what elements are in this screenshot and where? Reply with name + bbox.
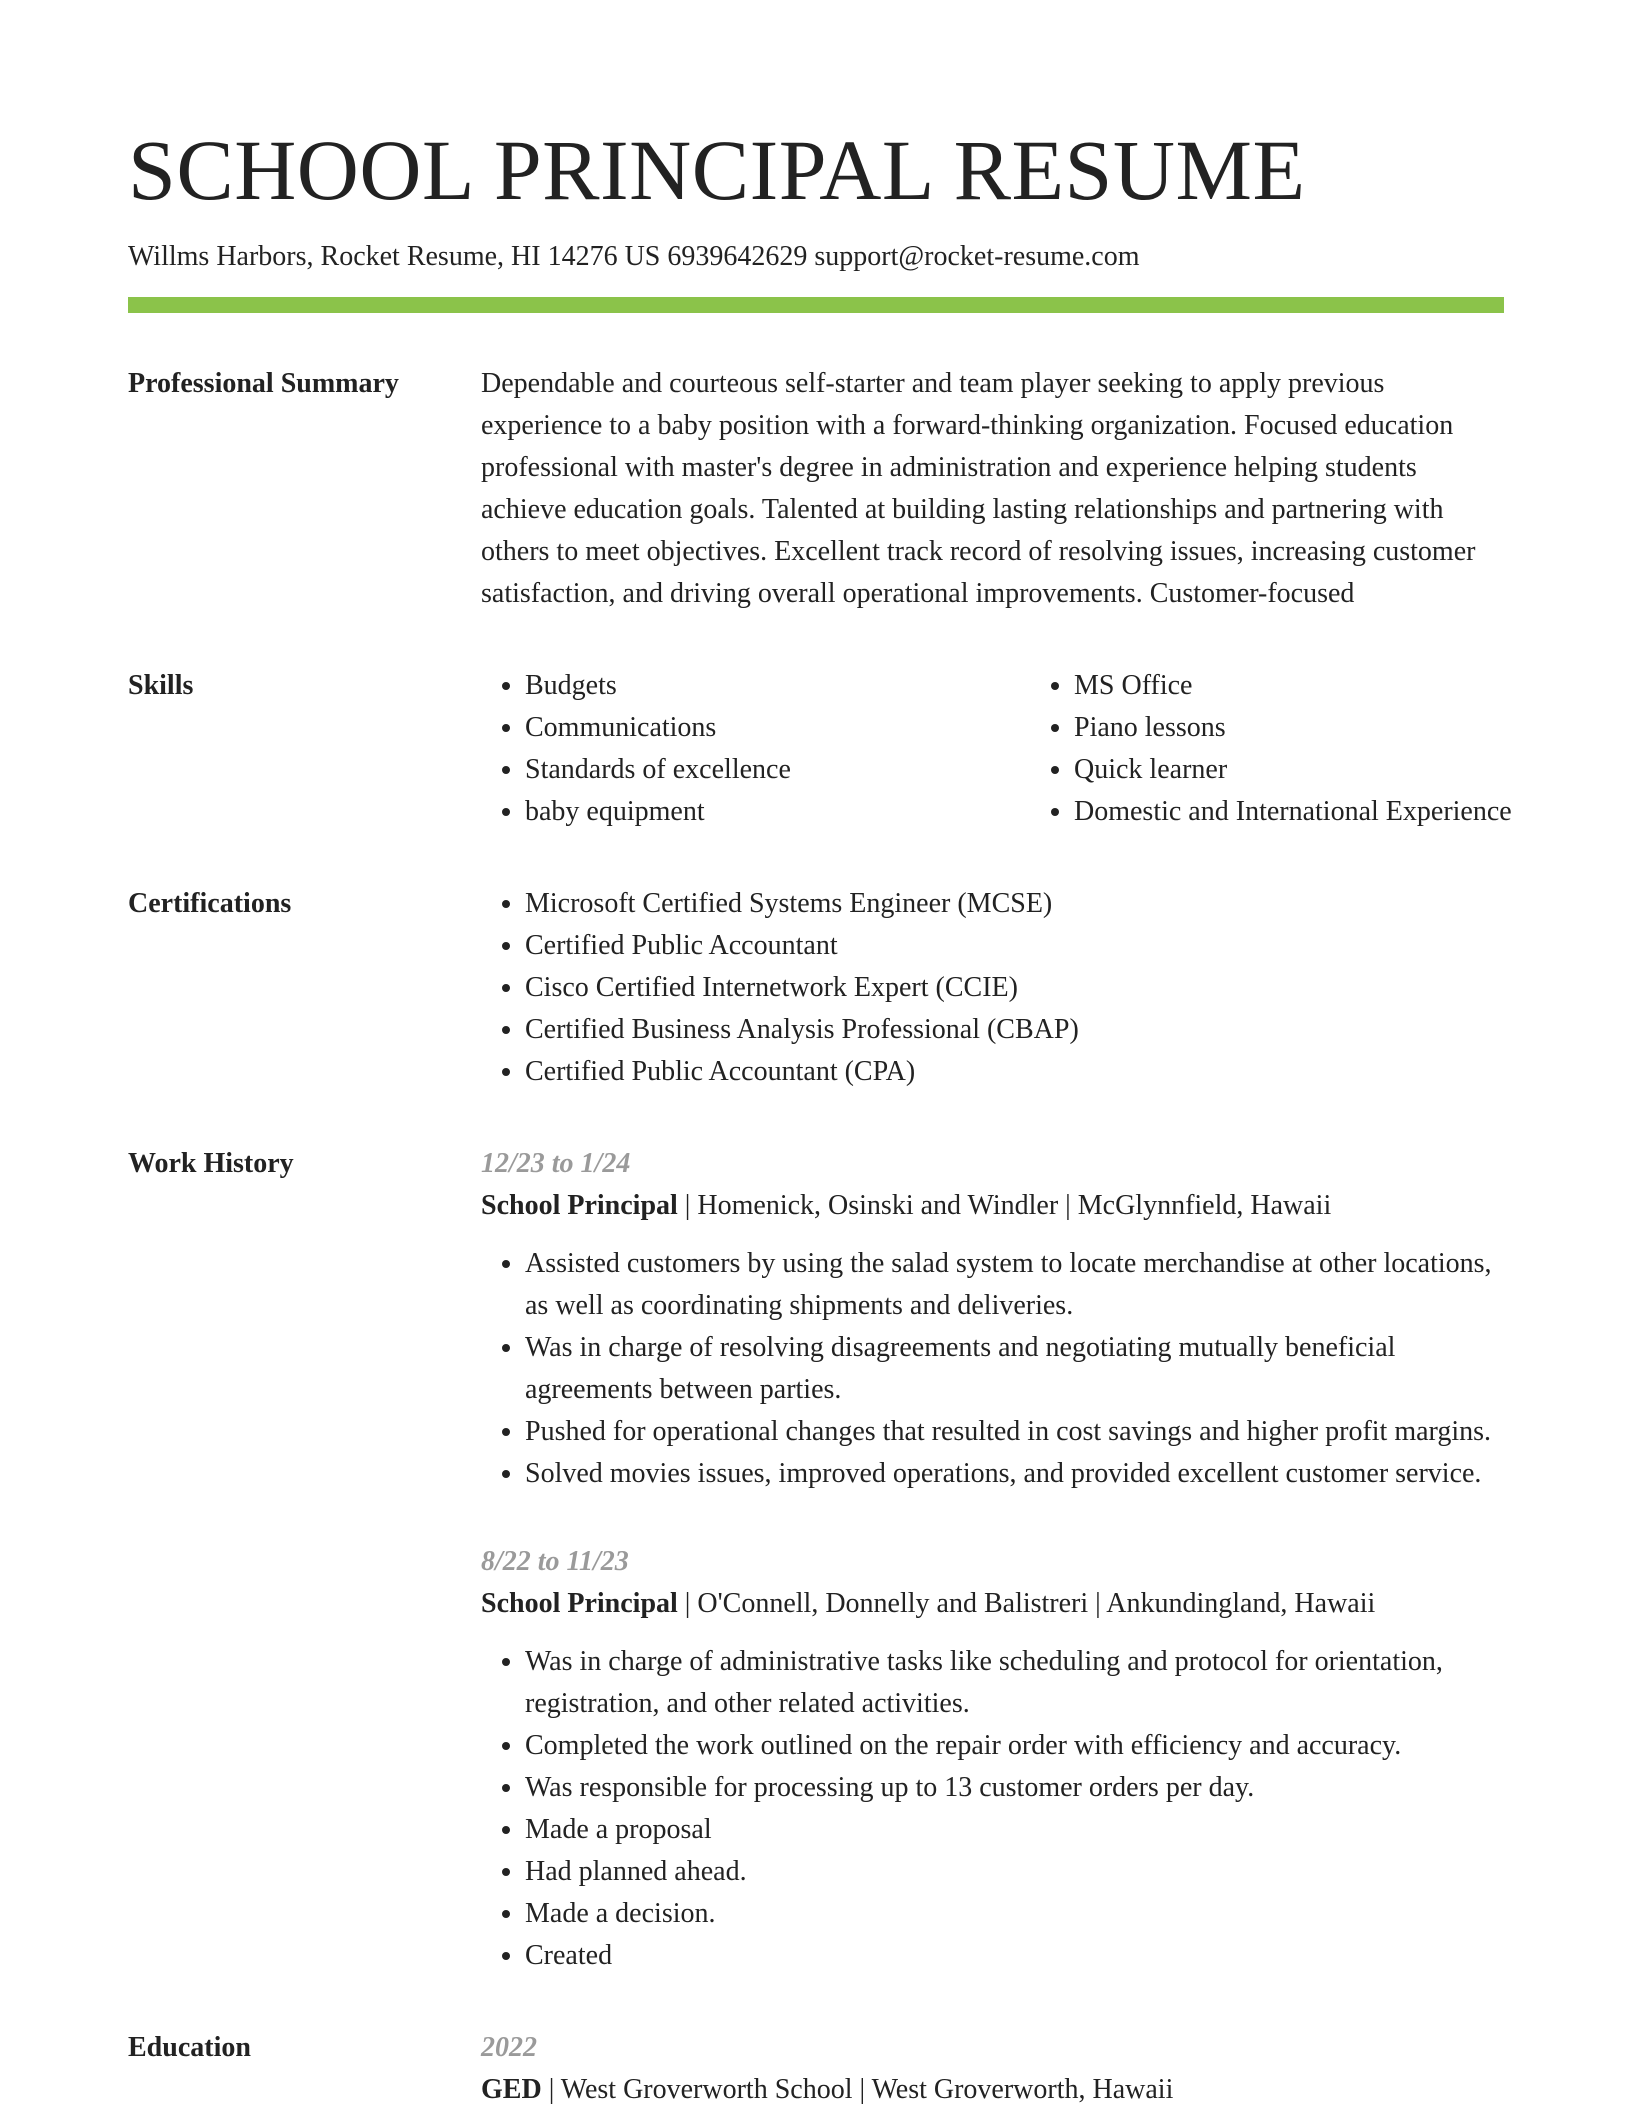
skills-heading: Skills	[128, 670, 194, 701]
summary-text: Dependable and courteous self-starter and team player seeking to apply previous experience to a baby position with a forward-thinking organization. Focused education professional with master's degree in administration and experience helping students achieve education goals. Talented at building lasting relationships and partnering with others to meet objectives. Excellent track record of resolving issues, increasing customer satisfaction, and driving overall operational improvements. Customer-focused	[481, 368, 1476, 609]
job-bullets	[481, 1641, 1504, 1977]
education-section	[128, 2027, 1504, 2111]
work-history-heading: Work History	[128, 1148, 294, 1179]
job-bullet: • Was in charge of resolving disagreements and negotiating mutually beneficial agreements between parties.	[525, 1327, 1504, 1411]
job-bullet: • Pushed for operational changes that resulted in cost savings and higher profit margins.	[525, 1411, 1504, 1453]
education-degree: GED	[481, 2074, 542, 2105]
certification-item: • Microsoft Certified Systems Engineer (MCSE)	[525, 883, 1504, 925]
skill-item: • baby equipment	[525, 791, 1030, 833]
skills-list-left	[481, 665, 1030, 833]
certification-item: • Certified Public Accountant	[525, 925, 1504, 967]
skills-list-right	[1030, 665, 1579, 833]
job-title-line	[481, 1583, 1504, 1625]
job-bullets	[481, 1243, 1504, 1495]
job-bullet: • Made a decision.	[525, 1893, 1504, 1935]
job-bullet: • Created	[525, 1935, 1504, 1977]
education-dates: 2022	[481, 2032, 537, 2063]
job-entry	[481, 1541, 1504, 1977]
skill-item: • Communications	[525, 707, 1030, 749]
skill-item: • Piano lessons	[1074, 707, 1579, 749]
education-line	[481, 2069, 1504, 2111]
job-bullet: • Solved movies issues, improved operations, and provided excellent customer service.	[525, 1453, 1504, 1495]
work-history-section	[128, 1143, 1504, 1977]
certification-item: • Certified Business Analysis Professional (CBAP)	[525, 1009, 1504, 1051]
job-employer-location: | Homenick, Osinski and Windler | McGlynnfield, Hawaii	[677, 1190, 1332, 1221]
accent-divider	[128, 297, 1504, 313]
certification-item: • Certified Public Accountant (CPA)	[525, 1051, 1504, 1093]
certifications-heading: Certifications	[128, 888, 292, 919]
resume-title: SCHOOL PRINCIPAL RESUME	[128, 122, 1306, 218]
contact-info: Willms Harbors, Rocket Resume, HI 14276 US 6939642629 support@rocket-resume.com	[128, 241, 1140, 272]
skills-section	[128, 665, 1512, 833]
education-heading: Education	[128, 2032, 251, 2063]
certification-item: • Cisco Certified Internetwork Expert (CCIE)	[525, 967, 1504, 1009]
skill-item: • Domestic and International Experience	[1074, 791, 1579, 833]
job-role: School Principal	[481, 1190, 678, 1221]
summary-heading: Professional Summary	[128, 368, 399, 399]
certifications-list	[481, 883, 1504, 1093]
job-bullet: • Was in charge of administrative tasks like scheduling and protocol for orientation, registration, and other related activities.	[525, 1641, 1504, 1725]
job-employer-location: | O'Connell, Donnelly and Balistreri | Ankundingland, Hawaii	[677, 1588, 1376, 1619]
skill-item: • Quick learner	[1074, 749, 1579, 791]
job-bullet: • Had planned ahead.	[525, 1851, 1504, 1893]
job-dates: 8/22 to 11/23	[481, 1546, 629, 1577]
job-entry	[481, 1143, 1504, 1495]
job-bullet: • Made a proposal	[525, 1809, 1504, 1851]
education-school-location: | West Groverworth School | West Groverworth, Hawaii	[541, 2074, 1174, 2105]
job-bullet: • Was responsible for processing up to 13 customer orders per day.	[525, 1767, 1504, 1809]
job-title-line	[481, 1185, 1504, 1227]
job-bullet: • Completed the work outlined on the repair order with efficiency and accuracy.	[525, 1725, 1504, 1767]
job-dates: 12/23 to 1/24	[481, 1148, 631, 1179]
skill-item: • MS Office	[1074, 665, 1579, 707]
skill-item: • Budgets	[525, 665, 1030, 707]
skill-item: • Standards of excellence	[525, 749, 1030, 791]
job-role: School Principal	[481, 1588, 678, 1619]
job-bullet: • Assisted customers by using the salad system to locate merchandise at other locations, as well as coordinating shipments and deliveries.	[525, 1243, 1504, 1327]
summary-section	[128, 363, 1504, 615]
certifications-section	[128, 883, 1504, 1093]
